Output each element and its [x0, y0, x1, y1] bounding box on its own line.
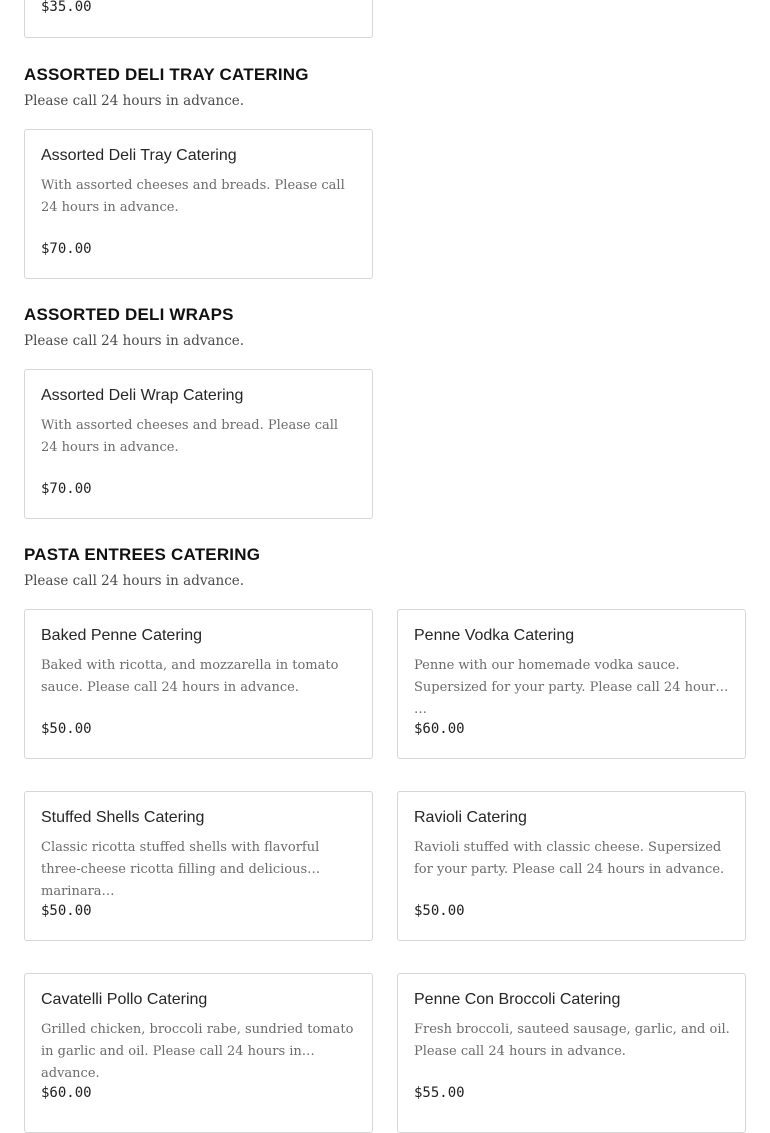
- item-price: $50.00: [41, 721, 92, 737]
- menu-item-card[interactable]: [24, 369, 373, 519]
- item-name: Assorted Deli Tray Catering: [41, 147, 237, 164]
- item-description: Grilled chicken, broccoli rabe, sundried tomato in garlic and oil. Please call 24 hours in advance.: [41, 1022, 354, 1081]
- item-price: $70.00: [41, 481, 92, 497]
- section-note: Please call 24 hours in advance.: [24, 333, 245, 349]
- item-description: With assorted cheeses and bread. Please call 24 hours in advance.: [41, 418, 339, 455]
- item-price: $60.00: [414, 721, 465, 737]
- item-price: $60.00: [41, 1085, 92, 1101]
- item-description: With assorted cheeses and breads. Please call 24 hours in advance.: [41, 178, 345, 215]
- item-name: Penne Con Broccoli Catering: [414, 991, 621, 1008]
- item-description: Fresh broccoli, sauteed sausage, garlic, and oil. Please call 24 hours in advance.: [414, 1022, 730, 1059]
- menu-item-card[interactable]: [397, 609, 746, 759]
- item-name: Cavatelli Pollo Catering: [41, 991, 208, 1008]
- menu-item-card[interactable]: [24, 129, 373, 279]
- item-description: Classic ricotta stuffed shells with flavorful three-cheese ricotta filling and delicious marinara…: [41, 840, 320, 899]
- section-title: ASSORTED DELI TRAY CATERING: [24, 65, 309, 84]
- item-name: Penne Vodka Catering: [414, 627, 575, 644]
- item-price: $50.00: [414, 903, 465, 919]
- section-note: Please call 24 hours in advance.: [24, 573, 245, 589]
- item-name: Stuffed Shells Catering: [41, 809, 205, 826]
- section-title: ASSORTED DELI WRAPS: [24, 305, 234, 324]
- section-note: Please call 24 hours in advance.: [24, 93, 245, 109]
- section-title: PASTA ENTREES CATERING: [24, 545, 261, 564]
- item-price: $70.00: [41, 241, 92, 257]
- item-name: Assorted Deli Wrap Catering: [41, 387, 244, 404]
- menu-item-card[interactable]: [24, 609, 373, 759]
- menu-item-card[interactable]: [24, 791, 373, 941]
- item-price: $50.00: [41, 903, 92, 919]
- item-description: Penne with our homemade vodka sauce. Supersized for your party. Please call 24 hours …: [414, 658, 723, 717]
- item-description: Baked with ricotta, and mozzarella in tomato sauce. Please call 24 hours in advance.: [41, 658, 339, 695]
- menu-item-card[interactable]: [24, 0, 373, 38]
- menu-item-card[interactable]: [24, 973, 373, 1133]
- item-price: $35.00: [41, 0, 92, 15]
- item-price: $55.00: [414, 1085, 465, 1101]
- menu-item-card[interactable]: [397, 973, 746, 1133]
- item-name: Ravioli Catering: [414, 809, 527, 826]
- item-name: Baked Penne Catering: [41, 627, 202, 644]
- menu-item-card[interactable]: [397, 791, 746, 941]
- item-description: Ravioli stuffed with classic cheese. Supersized for your party. Please call 24 hours in advance.: [414, 840, 725, 877]
